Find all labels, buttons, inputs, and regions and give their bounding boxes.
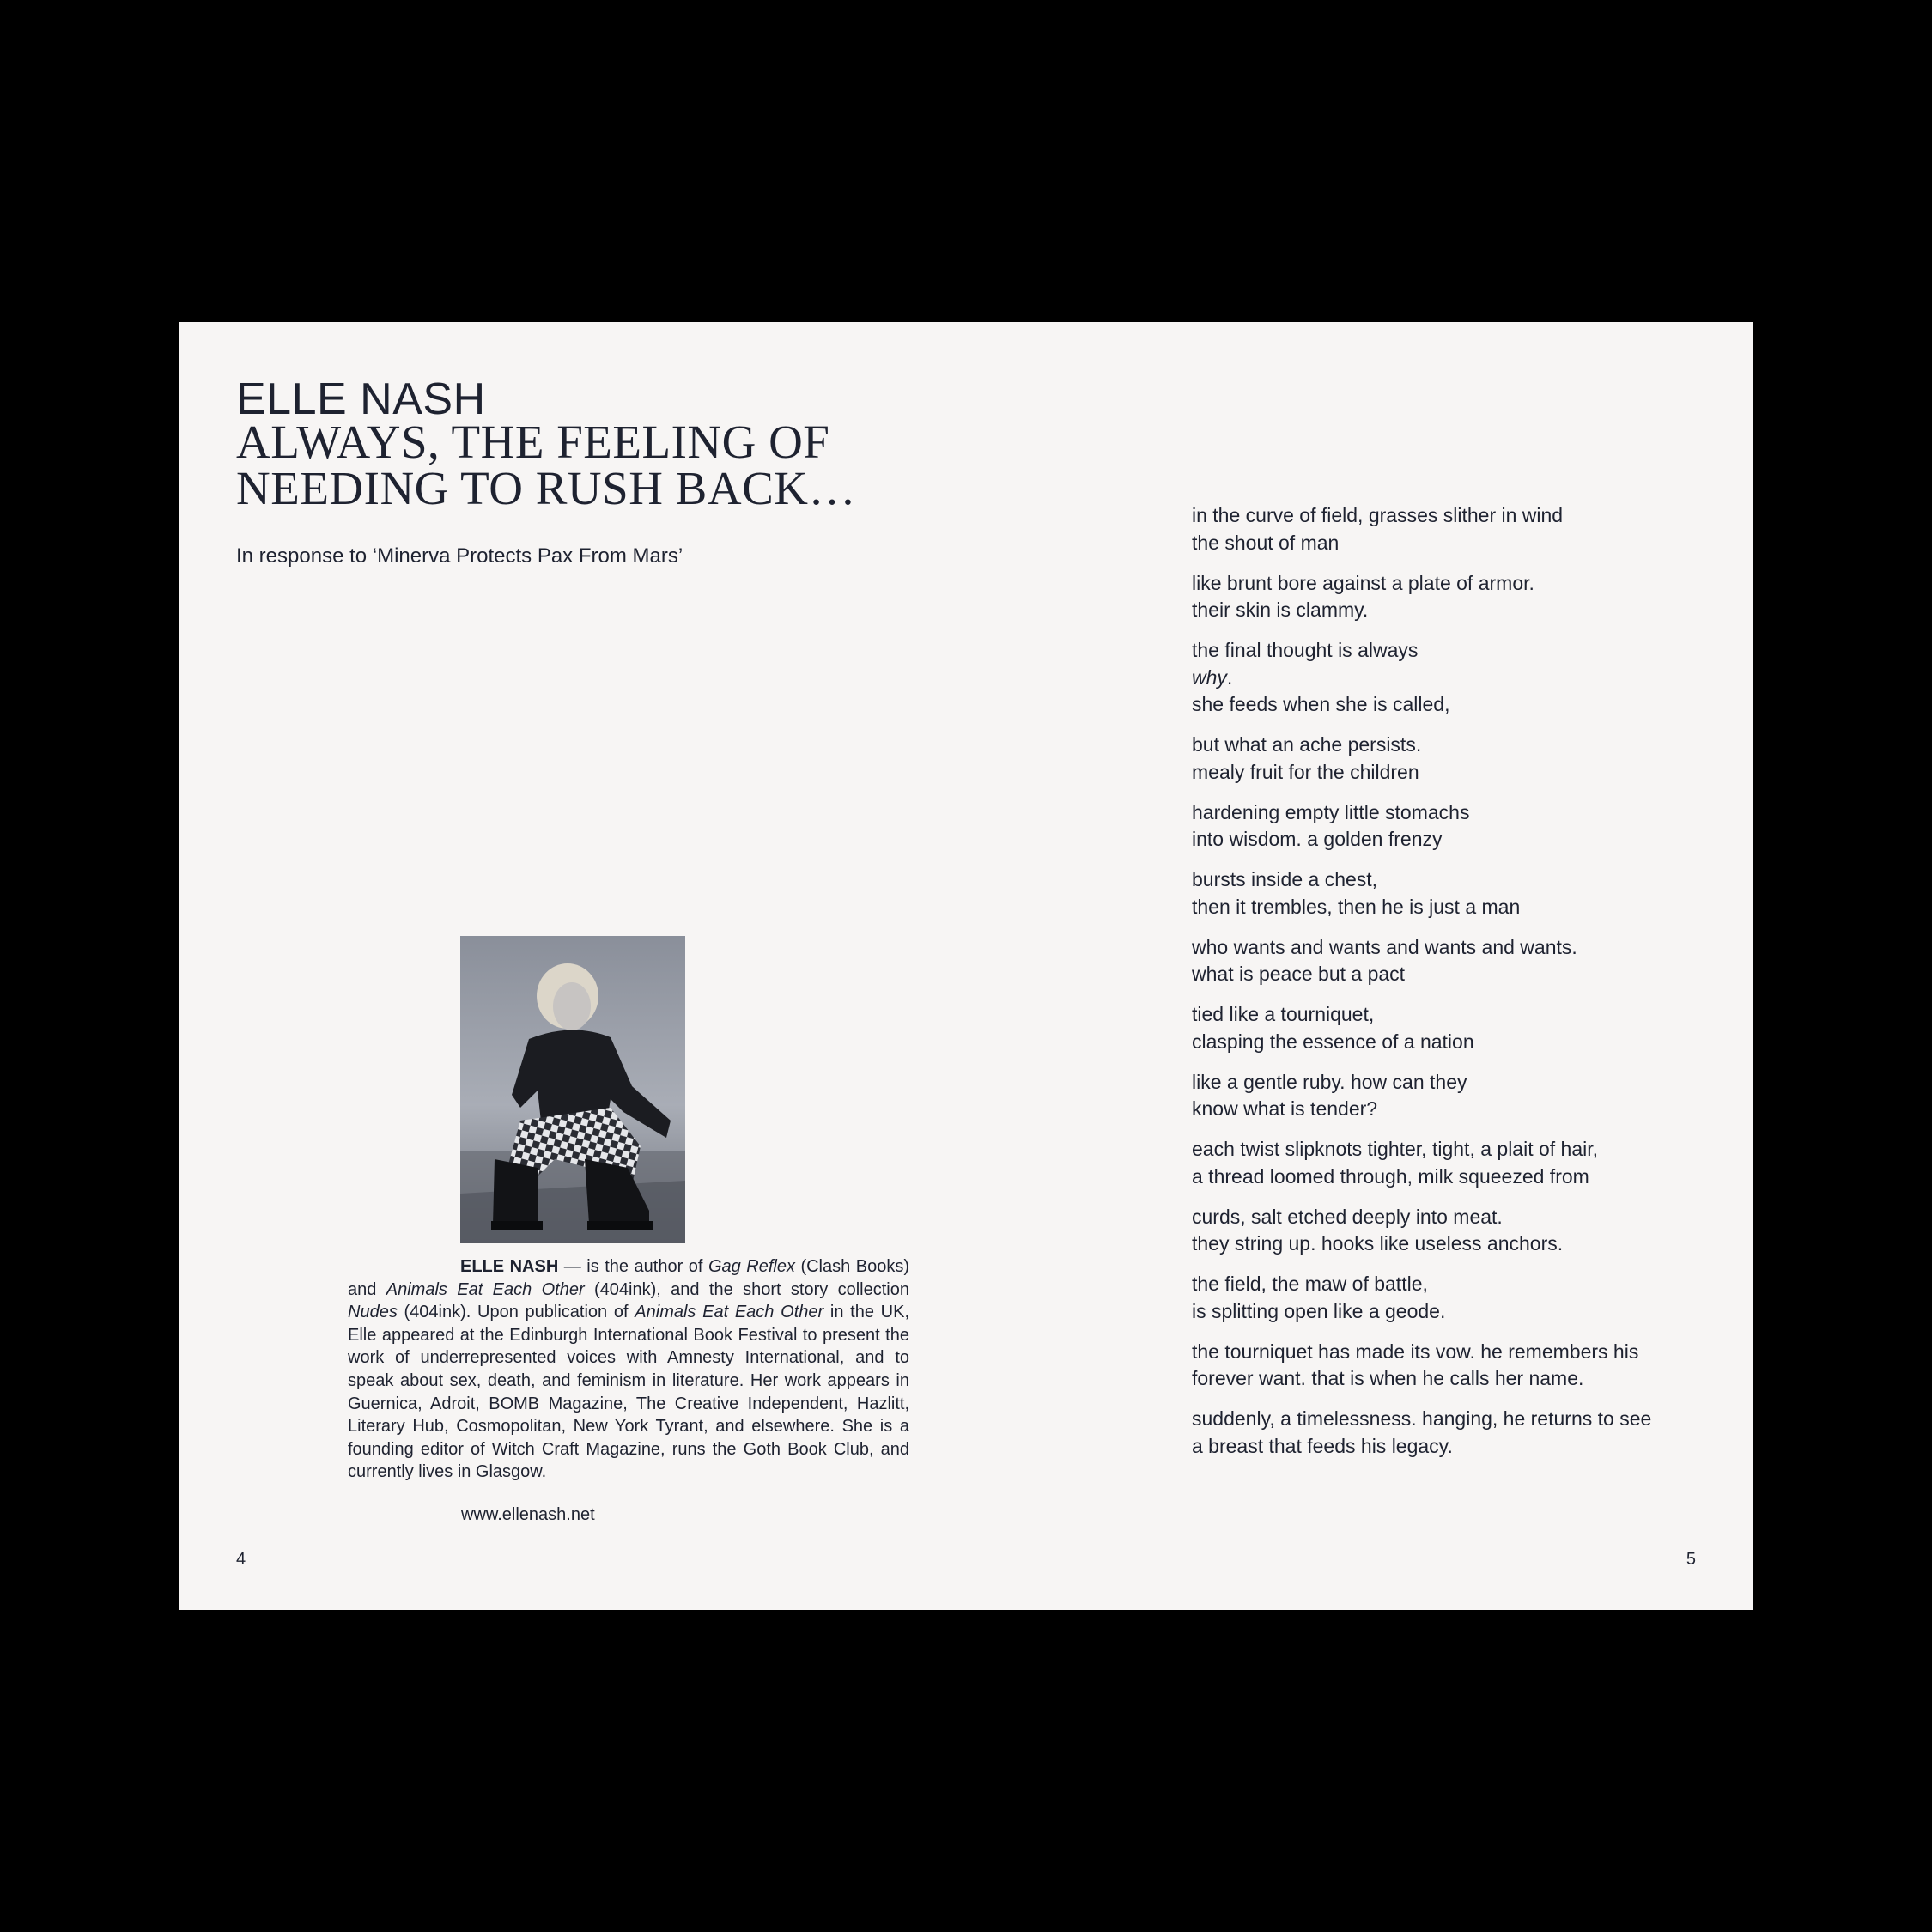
bio-book-title: Animals Eat Each Other bbox=[386, 1279, 585, 1299]
poem-line: bursts inside a chest, bbox=[1192, 868, 1378, 890]
bio-text: (Clash Books) and bbox=[348, 1257, 909, 1299]
poem-line: know what is tender? bbox=[1192, 1097, 1378, 1120]
title-line: ALWAYS, THE FEELING OF bbox=[236, 416, 830, 468]
bio-book-title: Animals Eat Each Other bbox=[635, 1303, 824, 1322]
poem-stanza bbox=[1192, 934, 1724, 988]
poem-line: hardening empty little stomachs bbox=[1192, 800, 1470, 823]
page-number-left: 4 bbox=[236, 1550, 246, 1569]
poem-line: forever want. that is when he calls her name. bbox=[1192, 1367, 1584, 1389]
title-line: NEEDING TO RUSH BACK… bbox=[236, 462, 856, 514]
poem-line: clasping the essence of a nation bbox=[1192, 1030, 1474, 1053]
poem-line: like a gentle ruby. how can they bbox=[1192, 1070, 1467, 1093]
poem-stanza bbox=[1192, 866, 1724, 920]
poem-line: their skin is clammy. bbox=[1192, 598, 1369, 621]
poem-line: they string up. hooks like useless anchors. bbox=[1192, 1232, 1564, 1255]
bio-text: in the UK, Elle appeared at the Edinburgh International Book Festival to present the work of underrepresented voices with Amnesty International, and to speak about sex, death, and feminism in literature. Her work appears in Guernica, Adroit, BOMB Magazine, The Creative Independent, Hazlitt, Literary Hub, Cosmopolitan, New York Tyrant, and elsewhere. She is a founding editor of Witch Craft Magazine, runs the Goth Book Club, and currently lives in Glasgow. bbox=[348, 1303, 909, 1482]
author-photo bbox=[460, 936, 685, 1243]
bio-book-title: Nudes bbox=[348, 1303, 398, 1322]
poem-line: curds, salt etched deeply into meat. bbox=[1192, 1205, 1503, 1228]
poem-line: a thread loomed through, milk squeezed from bbox=[1192, 1164, 1589, 1188]
poem-line: the tourniquet has made its vow. he remembers his bbox=[1192, 1340, 1639, 1363]
bio-text: (404ink), and the short story collection bbox=[584, 1279, 909, 1299]
author-website-link[interactable]: www.ellenash.net bbox=[461, 1505, 595, 1524]
poem-stanza bbox=[1192, 1136, 1724, 1190]
bio-book-title: Gag Reflex bbox=[708, 1257, 795, 1276]
author-bio bbox=[348, 1255, 909, 1484]
poem-line: suddenly, a timelessness. hanging, he returns to see bbox=[1192, 1407, 1652, 1430]
poem-line: a breast that feeds his legacy. bbox=[1192, 1434, 1453, 1457]
poem-line: she feeds when she is called, bbox=[1192, 693, 1450, 715]
book-spread bbox=[179, 322, 1753, 1610]
poem-line: mealy fruit for the children bbox=[1192, 760, 1419, 783]
poem-line: like brunt bore against a plate of armor. bbox=[1192, 571, 1534, 594]
poem-stanza bbox=[1192, 1069, 1724, 1123]
page-number-right: 5 bbox=[1686, 1550, 1696, 1569]
poem-line: but what an ache persists. bbox=[1192, 733, 1422, 756]
poem-line: then it trembles, then he is just a man bbox=[1192, 895, 1521, 918]
bio-author-name: ELLE NASH bbox=[460, 1257, 559, 1276]
poem-stanza bbox=[1192, 1204, 1724, 1258]
poem-line: the field, the maw of battle, bbox=[1192, 1273, 1428, 1295]
subtitle: In response to ‘Minerva Protects Pax From Mars’ bbox=[236, 544, 683, 568]
poem-line: into wisdom. a golden frenzy bbox=[1192, 828, 1443, 850]
poem-line: who wants and wants and wants and wants. bbox=[1192, 935, 1577, 958]
poem-stanza bbox=[1192, 502, 1724, 556]
poem-line: tied like a tourniquet, bbox=[1192, 1003, 1375, 1025]
bio-text: (404ink). Upon publication of bbox=[397, 1303, 635, 1322]
poem-line-text: the final thought is always bbox=[1192, 639, 1419, 661]
author-name: ELLE NASH bbox=[236, 374, 486, 424]
poem-line: each twist slipknots tighter, tight, a plait of hair, bbox=[1192, 1138, 1599, 1160]
poem-stanza bbox=[1192, 799, 1724, 854]
poem-line-text: . bbox=[1226, 665, 1233, 689]
poem-stanza bbox=[1192, 1406, 1724, 1460]
poem-stanza bbox=[1192, 732, 1724, 786]
poem-stanza bbox=[1192, 570, 1724, 624]
poem-line-emphasis: why bbox=[1192, 665, 1227, 689]
poem-line: in the curve of field, grasses slither in wind bbox=[1192, 504, 1564, 526]
poem-stanza bbox=[1192, 1001, 1724, 1055]
poem-stanza bbox=[1192, 637, 1724, 719]
poem-stanza bbox=[1192, 1271, 1724, 1325]
poem-line: the shout of man bbox=[1192, 531, 1340, 554]
poem-line bbox=[1192, 637, 1724, 691]
poem-line: is splitting open like a geode. bbox=[1192, 1299, 1446, 1322]
poem-body bbox=[1192, 502, 1724, 1473]
poem-stanza bbox=[1192, 1339, 1724, 1393]
poem-line: what is peace but a pact bbox=[1192, 963, 1406, 985]
bio-text: — is the author of bbox=[558, 1257, 708, 1276]
poem-title bbox=[236, 416, 889, 514]
